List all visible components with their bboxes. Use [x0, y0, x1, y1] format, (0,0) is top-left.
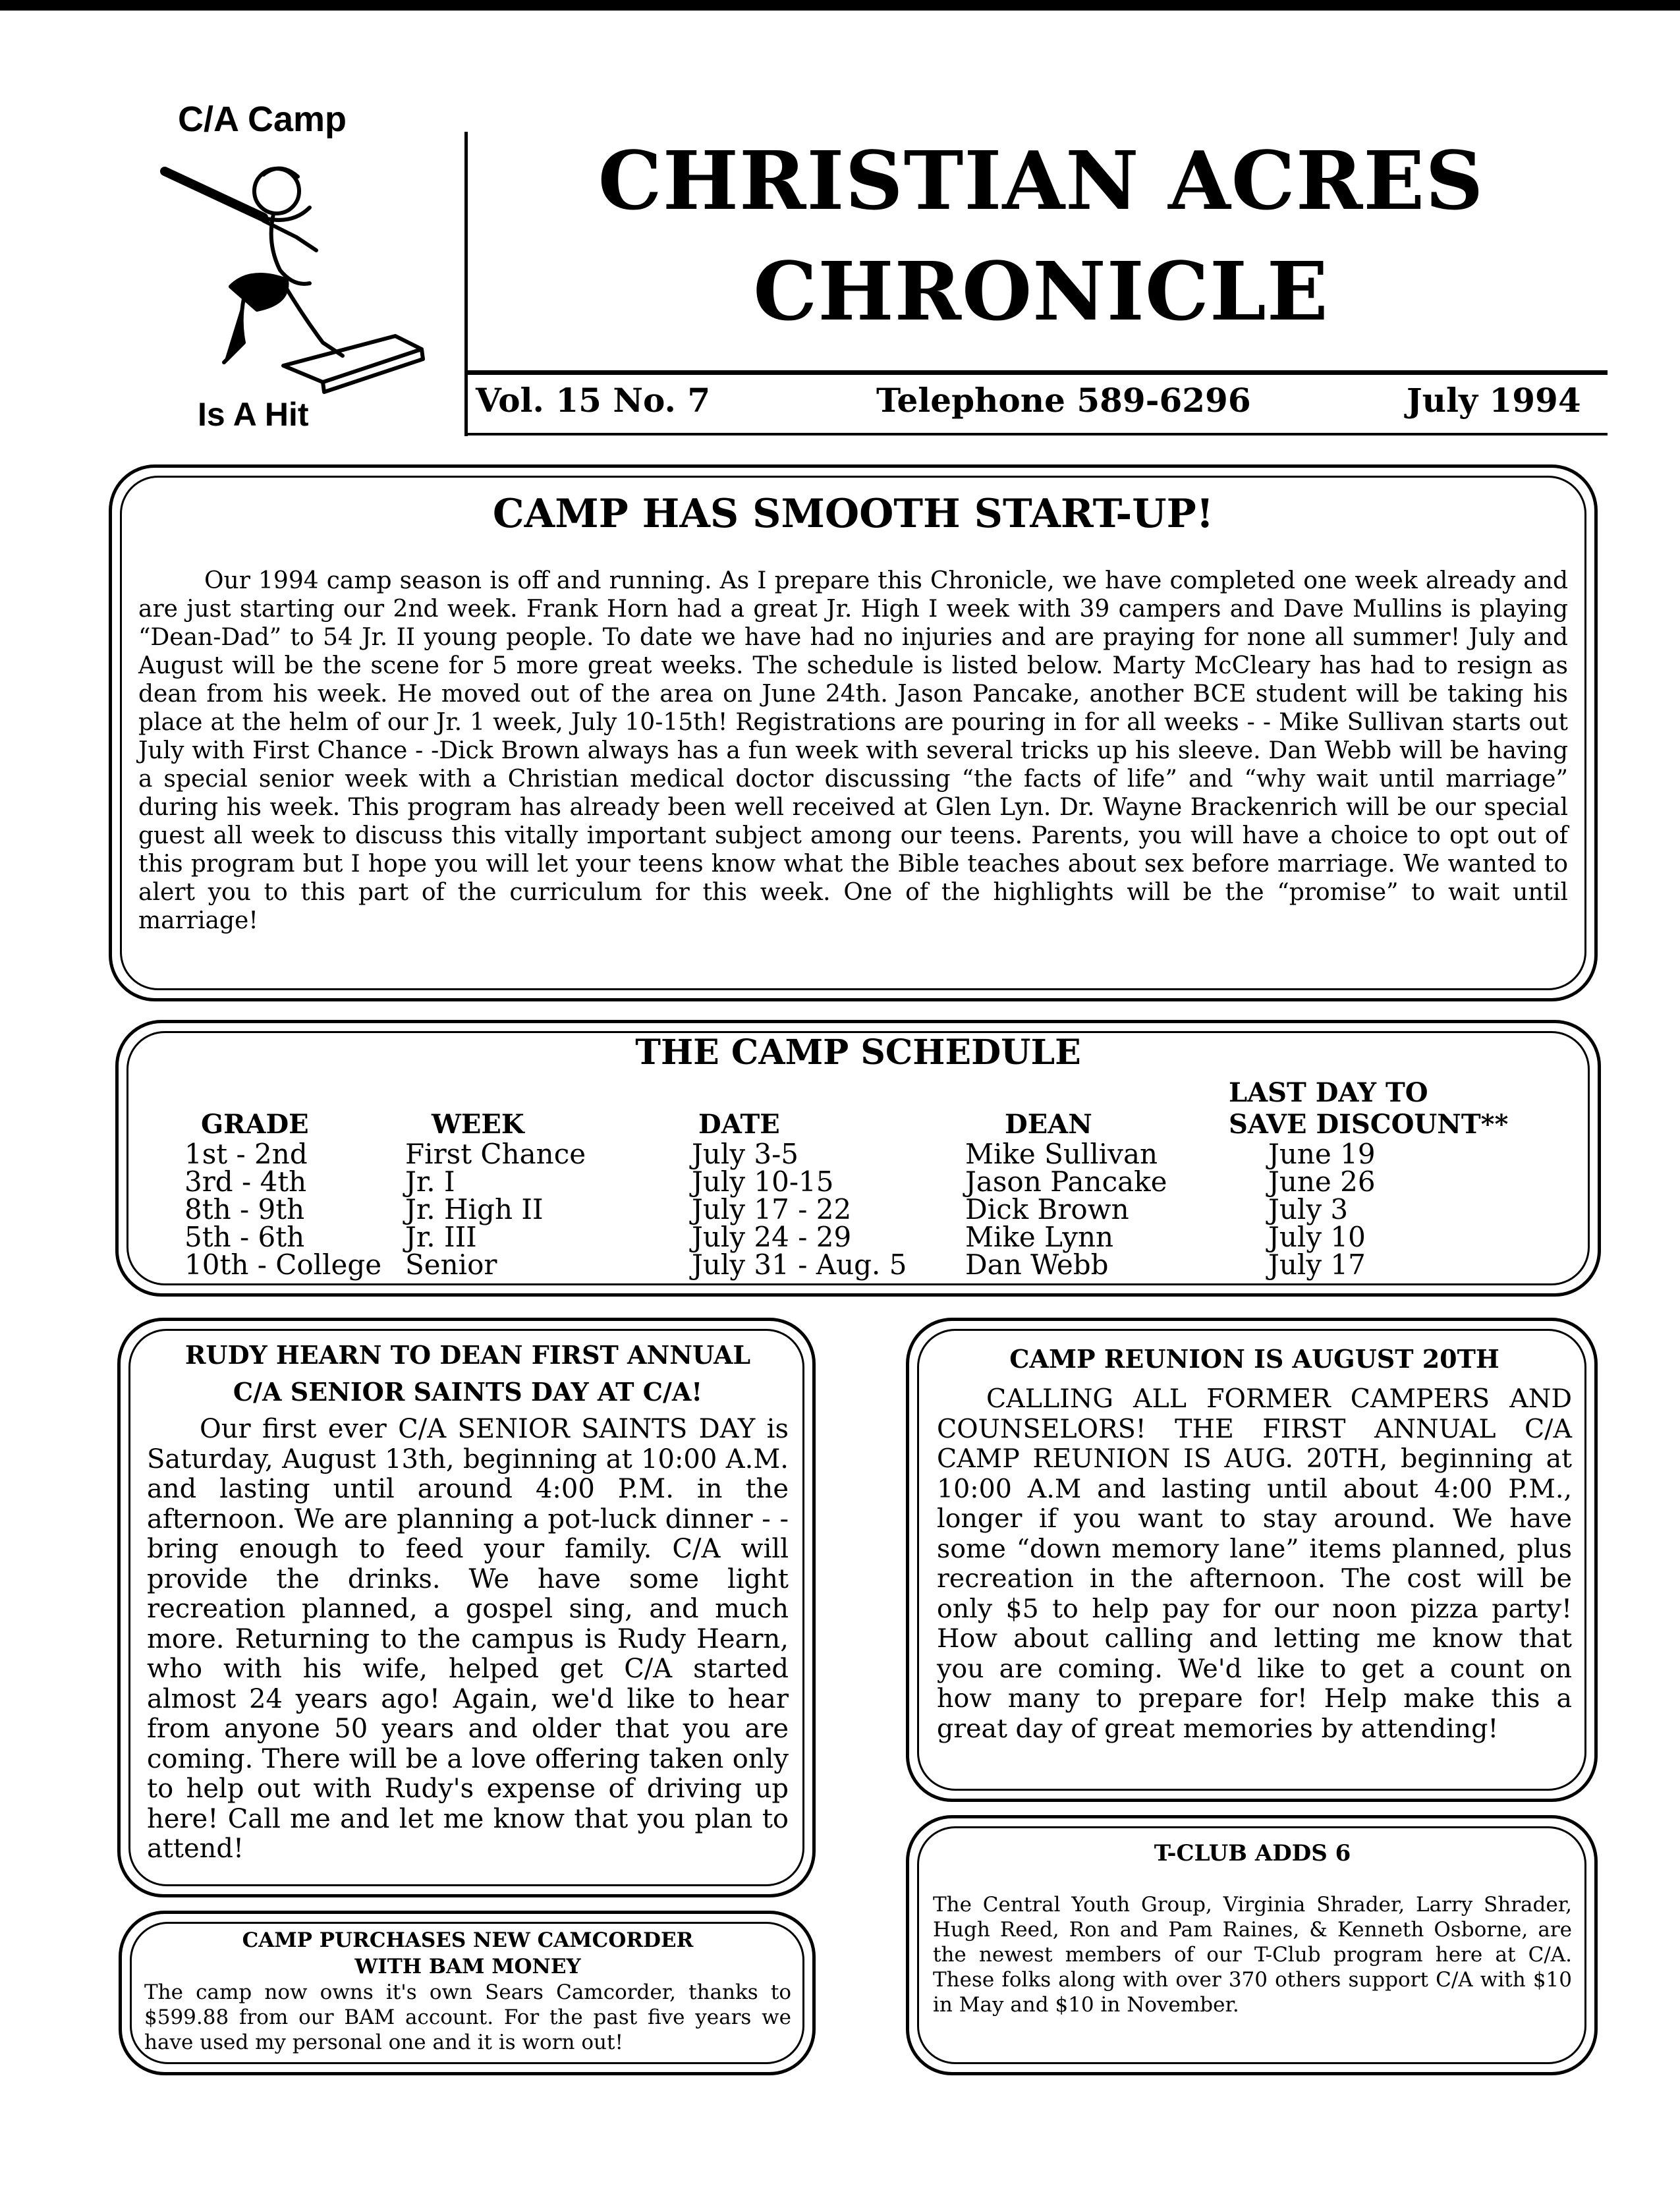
headline-line-2: C/A SENIOR SAINTS DAY AT C/A! [233, 1377, 703, 1407]
header-week: WEEK [432, 1109, 524, 1140]
table-cell: July 31 - Aug. 5 [692, 1248, 907, 1281]
tclub-box [906, 1815, 1598, 2075]
batter-icon [152, 145, 441, 395]
table-cell: July 10-15 [692, 1165, 834, 1198]
table-cell: 8th - 9th [184, 1193, 305, 1225]
title-line-2: CHRONICLE [753, 244, 1329, 339]
lead-article-box [109, 464, 1598, 1001]
table-cell: June 26 [1268, 1165, 1376, 1198]
table-cell: July 17 [1268, 1248, 1366, 1281]
camp-logo [152, 99, 441, 435]
headline-line-1: RUDY HEARN TO DEAN FIRST ANNUAL [184, 1340, 751, 1370]
headline-line-2: WITH BAM MONEY [354, 1955, 581, 1978]
reunion-body: CALLING ALL FORMER CAMPERS AND COUNSELORS! THE FIRST ANNUAL C/A CAMP REUNION IS AUG. 20TH, beginning at 10:00 A.M and lasting until about 4:00 P.M., longer if you want to stay around. We have some “down memory lane” items planned, plus recreation in the afternoon. The cost will be only $5 to help pay for our noon pizza party! How about calling and letting me know that you are coming. We'd like to get a count on how many to prepare for! Help make this a great day of great memories by attending! [937, 1384, 1572, 1744]
table-cell: Mike Lynn [965, 1221, 1114, 1253]
camcorder-box [119, 1911, 816, 2075]
date-column [692, 1140, 907, 1279]
title-line-1: CHRISTIAN ACRES [598, 133, 1484, 228]
table-cell: First Chance [405, 1138, 586, 1170]
table-cell: Mike Sullivan [965, 1138, 1158, 1170]
table-cell: Dan Webb [965, 1248, 1109, 1281]
table-cell: July 24 - 29 [692, 1221, 852, 1253]
masthead-title [474, 125, 1608, 347]
lead-body: Our 1994 camp season is off and running. As I prepare this Chronicle, we have completed one week already and are just starting our 2nd week. Frank Horn had a great Jr. High I week with 39 campers and Dave Mullins is playing “Dean-Dad” to 54 Jr. II young people. To date we have had no injuries and are praying for none all summer! July and August will be the scene for 5 more great weeks. The schedule is listed below. Marty McCleary has had to resign as dean from his week. He moved out of the area on June 24th. Jason Pancake, another BCE student will be taking his place at the helm of our Jr. 1 week, July 10-15th! Registrations are pouring in for all weeks - - Mike Sullivan starts out July with First Chance - -Dick Brown always has a fun week with several tricks up his sleeve. Dan Webb will be having a special senior week with a Christian medical doctor discussing “the facts of life” and “why wait until marriage” during his week. This program has already been well received at Glen Lyn. Dr. Wayne Brackenrich will be our special guest all week to discuss this vitally important subject among our teens. Parents, you will have a choice to opt out of this program but I hope you will let your teens know what the Bible teaches about sex before marriage. We wanted to alert you to this part of the curriculum for this week. One of the highlights will be the “promise” to wait until marriage! [138, 567, 1568, 934]
table-cell: July 3-5 [692, 1138, 799, 1170]
table-cell: July 3 [1268, 1193, 1349, 1225]
table-cell: 10th - College [184, 1248, 382, 1281]
header-dean: DEAN [1005, 1109, 1092, 1140]
table-cell: 1st - 2nd [184, 1138, 308, 1170]
tclub-headline: T-CLUB ADDS 6 [1154, 1840, 1351, 1866]
masthead-bottom-rule [464, 433, 1608, 435]
header-discount-line2: SAVE DISCOUNT** [1229, 1109, 1509, 1140]
senior-saints-headline [147, 1337, 789, 1411]
masthead-rule [464, 370, 1608, 375]
table-cell: Senior [405, 1248, 497, 1281]
table-cell: 5th - 6th [184, 1221, 305, 1253]
table-cell: Jr. III [405, 1221, 477, 1253]
lead-headline: CAMP HAS SMOOTH START-UP! [492, 491, 1214, 537]
table-cell: Jr. I [405, 1165, 455, 1198]
discount-column [1268, 1140, 1376, 1279]
reunion-box [906, 1318, 1598, 1802]
table-cell: July 17 - 22 [692, 1193, 852, 1225]
senior-saints-box [117, 1318, 816, 1897]
table-cell: July 10 [1268, 1221, 1366, 1253]
header-grade: GRADE [201, 1109, 309, 1140]
table-cell: 3rd - 4th [184, 1165, 307, 1198]
table-cell: Jason Pancake [965, 1165, 1167, 1198]
table-cell: Dick Brown [965, 1193, 1129, 1225]
reunion-headline: CAMP REUNION IS AUGUST 20TH [1009, 1344, 1499, 1374]
camcorder-headline [144, 1927, 791, 1980]
dean-column [965, 1140, 1167, 1279]
headline-line-1: CAMP PURCHASES NEW CAMCORDER [242, 1928, 694, 1952]
masthead-divider [464, 132, 468, 436]
tclub-body: The Central Youth Group, Virginia Shrader, Larry Shrader, Hugh Reed, Ron and Pam Raines, & Kenneth Osborne, are the newest members of our T-Club program here at C/A. These folks along with over 370 others support C/A with $10 in May and $10 in November. [933, 1893, 1572, 2017]
header-discount-line1: LAST DAY TO [1229, 1077, 1428, 1108]
issue-date: July 1994 [1407, 381, 1581, 420]
header-date: DATE [698, 1109, 780, 1140]
telephone: Telephone 589-6296 [876, 381, 1251, 420]
schedule-title: THE CAMP SCHEDULE [635, 1032, 1081, 1073]
table-cell: June 19 [1268, 1138, 1376, 1170]
volume-number: Vol. 15 No. 7 [476, 381, 711, 420]
table-cell: Jr. High II [405, 1193, 544, 1225]
senior-saints-body: Our first ever C/A SENIOR SAINTS DAY is Saturday, August 13th, beginning at 10:00 A.M. and lasting until around 4:00 P.M. in the afternoon. We are planning a pot-luck dinner - - bring enough to feed your family. C/A will provide the drinks. We have some light recreation planned, a gospel sing, and much more. Returning to the campus is Rudy Hearn, who with his wife, helped get C/A started almost 24 years ago! Again, we'd like to hear from anyone 50 years and older that you are coming. There will be a love offering taken only to help out with Rudy's expense of driving up here! Call me and let me know that you plan to attend! [147, 1414, 789, 1864]
logo-bottom-text: Is A Hit [198, 396, 309, 433]
top-border [0, 0, 1680, 11]
week-column [405, 1140, 586, 1279]
logo-top-text: C/A Camp [178, 99, 347, 139]
grade-column [184, 1140, 381, 1279]
schedule-box [115, 1020, 1601, 1297]
camcorder-body: The camp now owns it's own Sears Camcorder, thanks to $599.88 from our BAM account. For the past five years we have used my personal one and it is worn out! [144, 1980, 791, 2054]
